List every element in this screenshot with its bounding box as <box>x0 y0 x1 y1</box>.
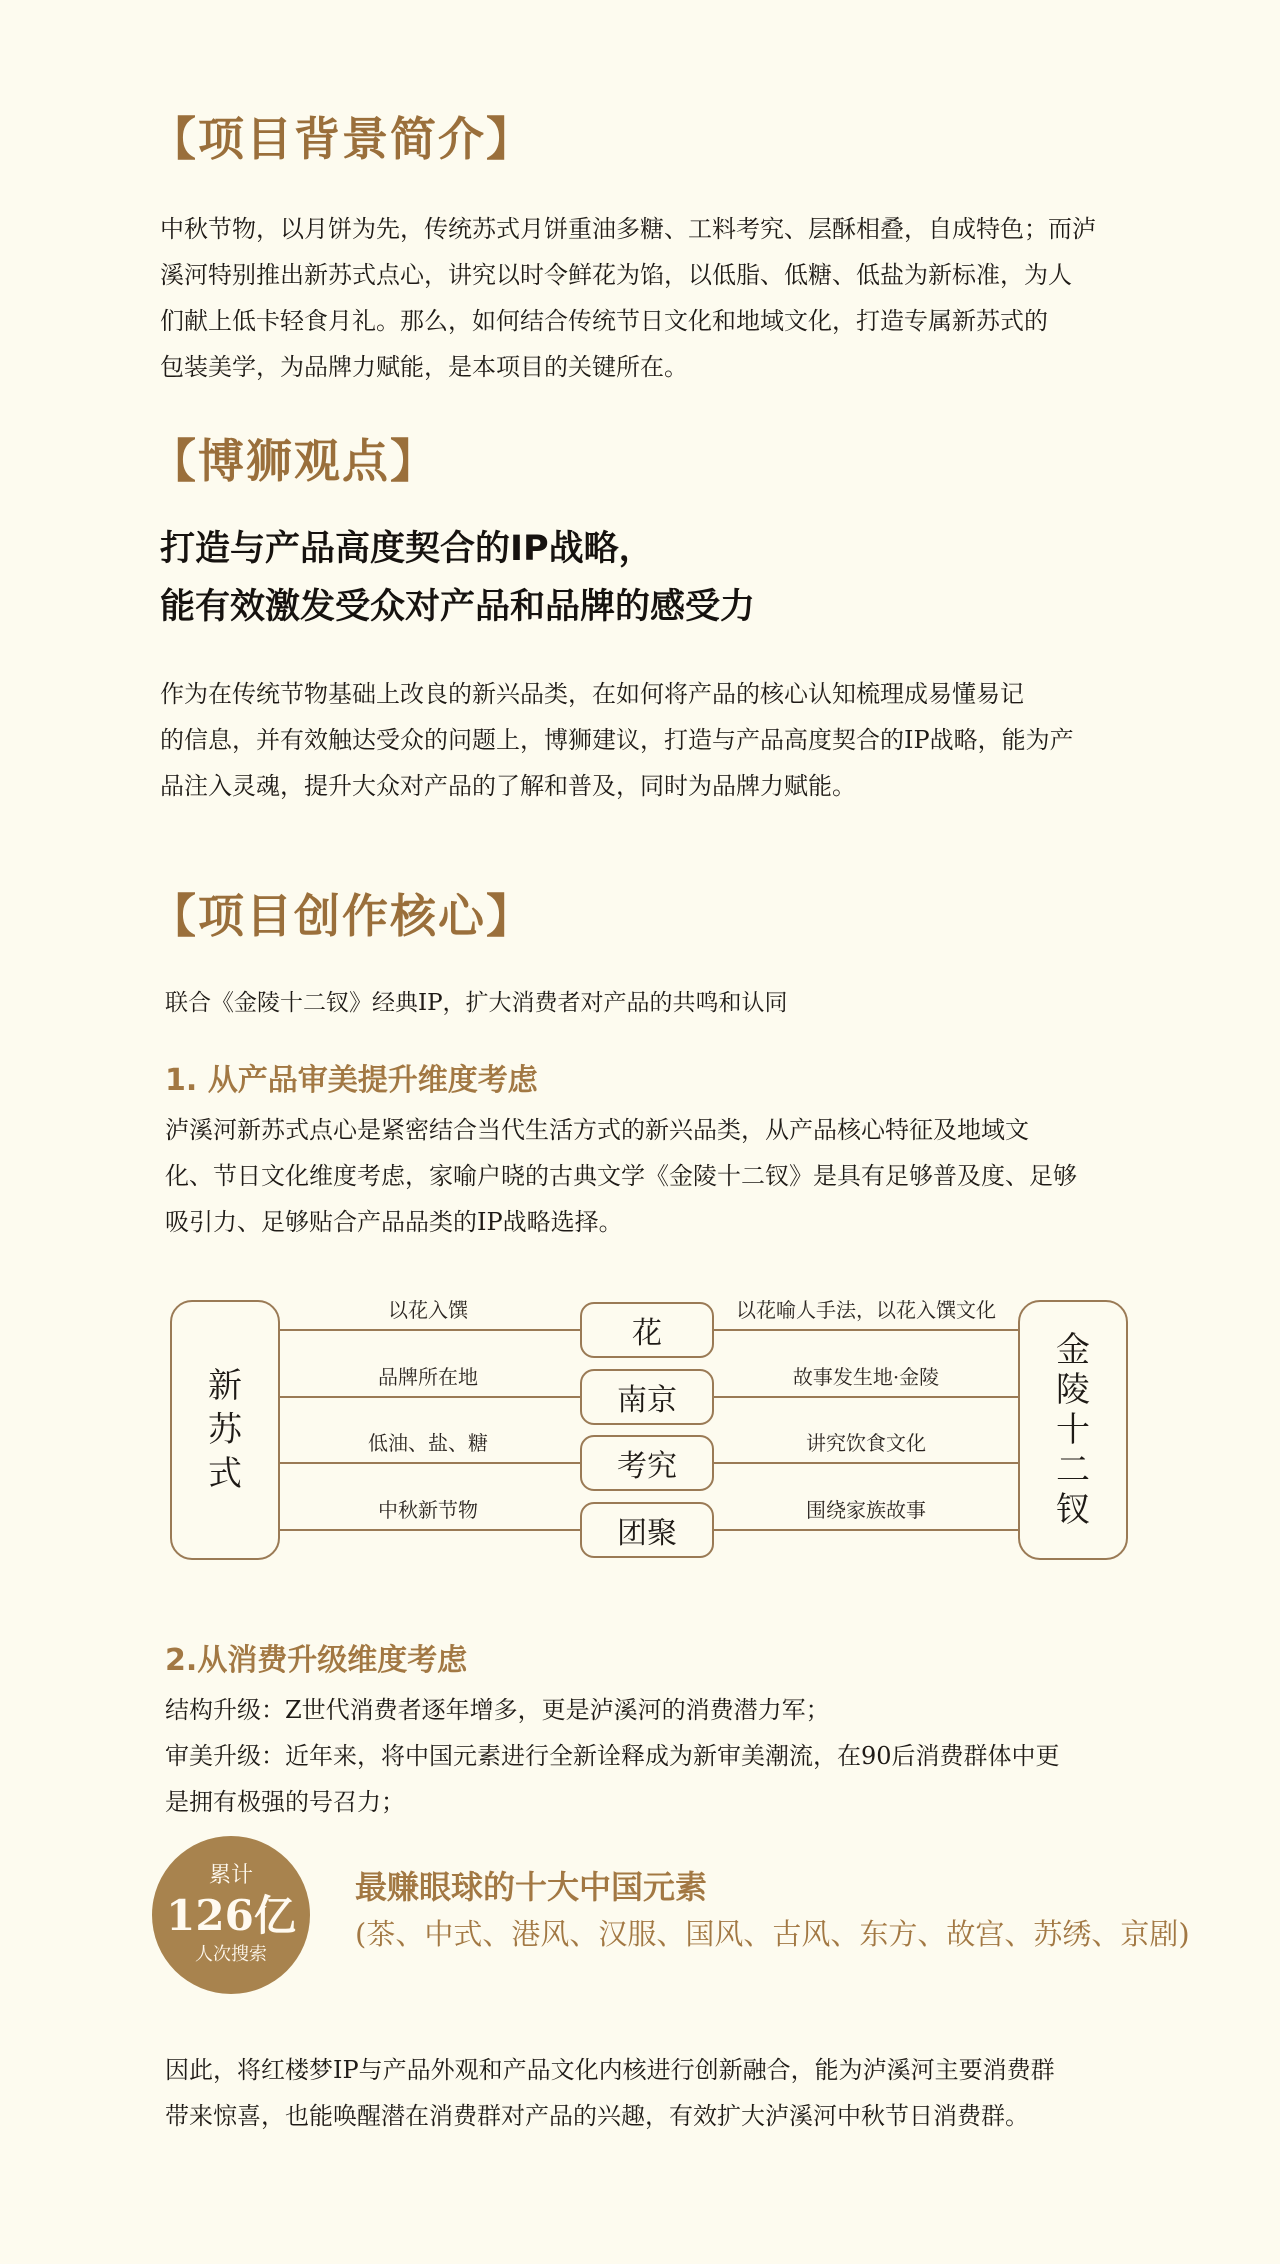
text-line: 吸引力、足够贴合产品品类的IP战略选择。 <box>165 1208 623 1236</box>
conclusion-paragraph <box>165 2047 1140 2139</box>
text-line: 带来惊喜，也能唤醒潜在消费群对产品的兴趣，有效扩大泸溪河中秋节日消费群。 <box>165 2102 1029 2130</box>
text-line: 是拥有极强的号召力； <box>165 1788 405 1816</box>
viewpoint-headline <box>160 520 755 636</box>
text-line: 联合《金陵十二钗》经典IP，扩大消费者对产品的共鸣和认同 <box>165 990 788 1016</box>
core-intro <box>165 980 1140 1026</box>
node-char: 新 <box>208 1366 242 1406</box>
node-label: 南京 <box>617 1383 677 1418</box>
aesthetics-paragraph <box>165 1107 1140 1245</box>
headline-line: 能有效激发受众对产品和品牌的感受力 <box>160 587 756 627</box>
node-char: 苏 <box>208 1410 242 1450</box>
badge-label-top: 累计 <box>208 1863 253 1888</box>
text-line: 因此，将红楼梦IP与产品外观和产品文化内核进行创新融合，能为泸溪河主要消费群 <box>165 2056 1055 2084</box>
node-label: 考究 <box>617 1449 677 1484</box>
right-edge-label: 围绕家族故事 <box>806 1498 926 1522</box>
consumption-paragraph <box>165 1687 1140 1825</box>
viewpoint-paragraph <box>160 671 1135 809</box>
left-edge-label: 中秋新节物 <box>378 1498 478 1522</box>
node-char: 二 <box>1056 1450 1090 1490</box>
background-paragraph <box>160 206 1135 390</box>
node-char: 金 <box>1056 1330 1090 1370</box>
node-char: 十 <box>1056 1410 1090 1450</box>
node-char: 陵 <box>1056 1370 1090 1410</box>
middle-node-hua <box>580 1302 714 1358</box>
headline-line: 打造与产品高度契合的IP战略， <box>160 529 654 569</box>
subsection-title-aesthetics: 1. 从产品审美提升维度考虑 <box>165 1063 538 1098</box>
text-line: 审美升级：近年来，将中国元素进行全新诠释成为新审美潮流，在90后消费群体中更 <box>165 1742 1060 1770</box>
text-line: 们献上低卡轻食月礼。那么，如何结合传统节日文化和地域文化，打造专属新苏式的 <box>160 307 1048 335</box>
node-label: 团聚 <box>617 1516 677 1551</box>
text-line: 作为在传统节物基础上改良的新兴品类，在如何将产品的核心认知梳理成易懂易记 <box>160 680 1024 708</box>
right-edge-label: 以花喻人手法，以花入馔文化 <box>736 1298 996 1322</box>
subsection-title-consumption: 2.从消费升级维度考虑 <box>165 1643 468 1678</box>
search-count-badge <box>152 1836 310 1994</box>
middle-node-kaojiu <box>580 1435 714 1491</box>
left-edge-label: 以花入馔 <box>388 1298 468 1322</box>
right-edge-label: 故事发生地·金陵 <box>792 1365 940 1389</box>
text-line: 品注入灵魂，提升大众对产品的了解和普及，同时为品牌力赋能。 <box>160 772 856 800</box>
section-title-viewpoint: 【博狮观点】 <box>150 434 438 488</box>
right-edge-label: 讲究饮食文化 <box>806 1431 926 1455</box>
text-line: 化、节日文化维度考虑，家喻户晓的古典文学《金陵十二钗》是具有足够普及度、足够 <box>165 1162 1077 1190</box>
text-line: 的信息，并有效触达受众的问题上，博狮建议，打造与产品高度契合的IP战略，能为产 <box>160 726 1074 754</box>
text-line: 包装美学，为品牌力赋能，是本项目的关键所在。 <box>160 353 688 381</box>
left-edge-label: 品牌所在地 <box>378 1365 478 1389</box>
badge-label-bottom: 人次搜索 <box>195 1944 267 1965</box>
section-title-core: 【项目创作核心】 <box>150 889 534 943</box>
middle-node-tuanju <box>580 1502 714 1558</box>
relationship-diagram <box>160 1290 1135 1570</box>
elements-title: 最赚眼球的十大中国元素 <box>355 1868 708 1906</box>
node-char: 钗 <box>1056 1490 1090 1530</box>
text-line: 泸溪河新苏式点心是紧密结合当代生活方式的新兴品类，从产品核心特征及地域文 <box>165 1116 1029 1144</box>
node-label: 花 <box>632 1316 662 1351</box>
text-line: 溪河特别推出新苏式点心，讲究以时令鲜花为馅，以低脂、低糖、低盐为新标准，为人 <box>160 261 1072 289</box>
left-edge-label: 低油、盐、糖 <box>368 1431 488 1455</box>
text-line: 结构升级：Z世代消费者逐年增多，更是泸溪河的消费潜力军； <box>165 1696 830 1724</box>
node-char: 式 <box>208 1454 242 1494</box>
left-node-xinsushi <box>170 1300 280 1560</box>
right-node-jinling <box>1018 1300 1128 1560</box>
section-title-background: 【项目背景简介】 <box>150 112 534 166</box>
middle-node-nanjing <box>580 1369 714 1425</box>
badge-value: 126亿 <box>166 1891 296 1940</box>
elements-list: (茶、中式、港风、汉服、国风、古风、东方、故宫、苏绣、京剧) <box>355 1917 1190 1951</box>
text-line: 中秋节物，以月饼为先，传统苏式月饼重油多糖、工料考究、层酥相叠，自成特色；而泸 <box>160 215 1096 243</box>
